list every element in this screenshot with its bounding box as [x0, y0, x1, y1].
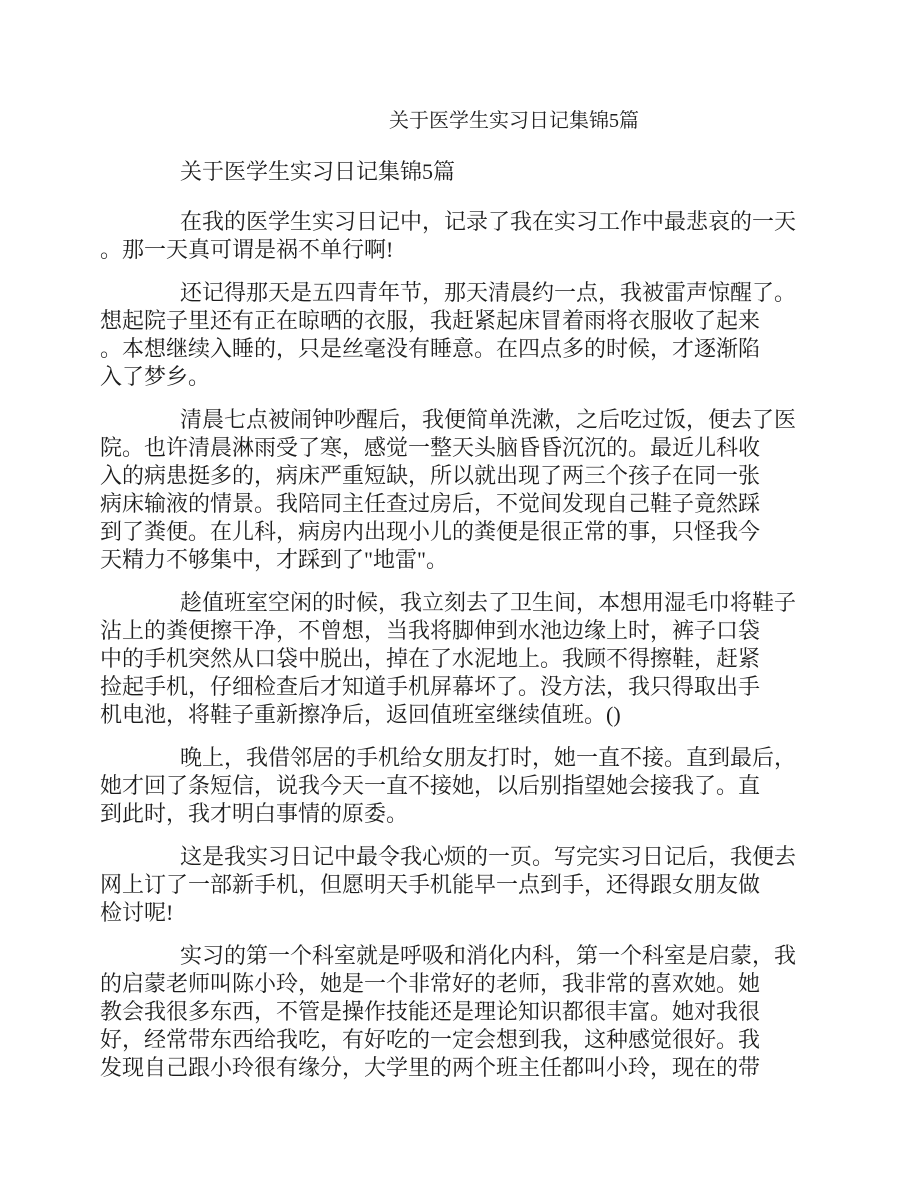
text-line: 在我的医学生实习日记中，记录了我在实习工作中最悲哀的一天: [180, 209, 797, 234]
text-line: 实习的第一个科室就是呼吸和消化内科，第一个科室是启蒙，我: [180, 943, 797, 968]
text-line: 。那一天真可谓是祸不单行啊!: [100, 237, 394, 262]
document-content: [100, 108, 797, 1082]
text-line: 的启蒙老师叫陈小玲，她是一个非常好的老师，我非常的喜欢她。她: [100, 971, 761, 996]
text-line: 她才回了条短信，说我今天一直不接她，以后别指望她会接我了。直: [100, 773, 761, 798]
text-line: 病床输液的情景。我陪同主任查过房后，不觉间发现自己鞋子竟然踩: [100, 491, 761, 516]
paragraph: [100, 589, 797, 729]
text-line: 院。也许清晨淋雨受了寒，感觉一整天头脑昏昏沉沉的。最近儿科收: [100, 435, 761, 460]
text-line: 入了梦乡。: [100, 364, 211, 389]
paragraph: [100, 406, 797, 574]
text-line: 中的手机突然从口袋中脱出，掉在了水泥地上。我顾不得擦鞋，赶紧: [100, 646, 761, 671]
text-line: 还记得那天是五四青年节，那天清晨约一点，我被雷声惊醒了。: [180, 280, 797, 305]
paragraph: [100, 942, 797, 1082]
text-line: 入的病患挺多的，病床严重短缺，所以就出现了两三个孩子在同一张: [100, 463, 761, 488]
text-line: 这是我实习日记中最令我心烦的一页。写完实习日记后，我便去: [180, 844, 797, 869]
text-line: 想起院子里还有正在晾晒的衣服，我赶紧起床冒着雨将衣服收了起来: [100, 308, 761, 333]
text-line: 清晨七点被闹钟吵醒后，我便简单洗漱，之后吃过饭，便去了医: [180, 407, 797, 432]
text-line: 天精力不够集中，才踩到了"地雷"。: [100, 547, 448, 572]
text-line: 趁值班室空闲的时候，我立刻去了卫生间，本想用湿毛巾将鞋子: [180, 590, 797, 615]
document-title: 关于医学生实习日记集锦5篇: [389, 110, 639, 132]
text-line: 好，经常带东西给我吃，有好吃的一定会想到我，这种感觉很好。我: [100, 1027, 761, 1052]
text-line: 到了粪便。在儿科，病房内出现小儿的粪便是很正常的事，只怪我今: [100, 519, 761, 544]
text-line: 晚上，我借邻居的手机给女朋友打时，她一直不接。直到最后，: [180, 745, 797, 770]
text-line: 发现自己跟小玲很有缘分，大学里的两个班主任都叫小玲，现在的带: [100, 1055, 761, 1080]
paragraph: [100, 208, 797, 264]
text-line: 到此时，我才明白事情的原委。: [100, 801, 409, 826]
text-line: 教会我很多东西，不管是操作技能还是理论知识都很丰富。她对我很: [100, 999, 761, 1024]
paragraphs: [100, 208, 797, 1082]
paragraph: [100, 843, 797, 927]
document-subtitle: 关于医学生实习日记集锦5篇: [180, 159, 456, 184]
text-line: 网上订了一部新手机，但愿明天手机能早一点到手，还得跟女朋友做: [100, 872, 761, 897]
text-line: 机电池，将鞋子重新擦净后，返回值班室继续值班。(): [100, 702, 621, 727]
text-line: 捡起手机，仔细检查后才知道手机屏幕坏了。没方法，我只得取出手: [100, 674, 761, 699]
text-line: 检讨呢!: [100, 900, 174, 925]
text-line: 沾上的粪便擦干净，不曾想，当我将脚伸到水池边缘上时，裤子口袋: [100, 618, 761, 643]
paragraph: [100, 279, 797, 391]
paragraph: [100, 744, 797, 828]
text-line: 。本想继续入睡的，只是丝毫没有睡意。在四点多的时候，才逐渐陷: [100, 336, 761, 361]
